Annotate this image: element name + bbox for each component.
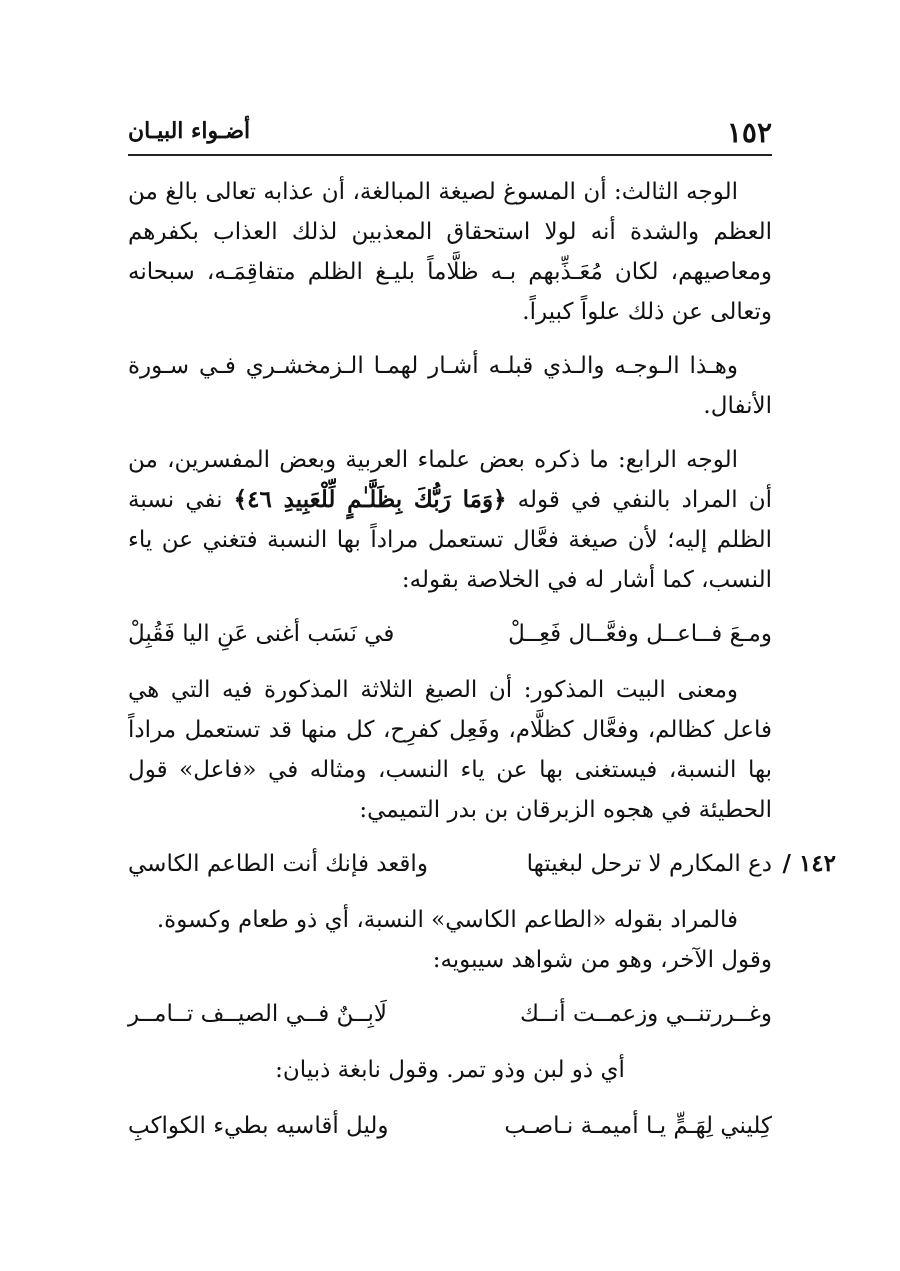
poem-verse-khulasa	[128, 614, 772, 654]
paragraph-explanation: فالمراد بقوله «الطاعم الكاسي» النسبة، أي ذو طعام وكسوة.	[156, 907, 738, 933]
verse-second-hemistich: لَابِــنٌ فــي الصيــف تــامــر	[128, 1001, 388, 1027]
verse-second-hemistich: واقعد فإنك أنت الطاعم الكاسي	[128, 851, 428, 877]
quran-verse: ﴿وَمَا رَبُّكَ بِظَلَّـٰمٍ لِّلْعَبِيدِ ٤٦﴾	[233, 486, 507, 513]
verse-first-hemistich: وغــررتنــي وزعمــت أنــك	[520, 1001, 772, 1027]
verse-second-hemistich: وليل أقاسيه بطيء الكواكبِ	[128, 1113, 389, 1139]
page-number: ١٥٢	[726, 116, 772, 149]
poem-verse-nabigha	[128, 1106, 772, 1146]
paragraph-verse-meaning: ومعنى البيت المذكور: أن الصيغ الثلاثة المذكورة فيه التي هي فاعل كظالم، وفعَّال كظلَّام، وفَعِل كفرِح، كل منها قد تستعمل مراداً بها النسبة، فيستغنى بها عن ياء النسب، ومثاله في «فاعل» قول الحطيئة في هجوه الزبرقان بن بدر التميمي:	[128, 677, 772, 823]
margin-marker: ١٤٢ /	[782, 850, 836, 877]
page-body	[128, 172, 836, 1162]
verse-second-hemistich: في نَسَب أغنى عَنِ اليا فَقُبِلْ	[128, 621, 395, 647]
paragraph-fourth-aspect	[128, 440, 772, 600]
running-title: أضـواء البيـان	[128, 118, 251, 144]
verse-first-hemistich: كِليني لِهَـمٍّ يـا أميمـة نـاصـب	[504, 1113, 772, 1139]
verse-first-hemistich: دع المكارم لا ترحل لبغيتها	[526, 851, 772, 877]
verse-first-hemistich: ومـعَ فــاعــل وفعَّــال فَعِــلْ	[508, 621, 772, 647]
paragraph-fourth-aspect-intro: الوجه الرابع: ما ذكره بعض علماء العربية وبعض المفسرين، من أن المراد بالنفي في قوله	[128, 447, 773, 513]
paragraph-fourth-aspect-rest: نفي نسبة الظلم إليه؛ لأن صيغة فعَّال تستعمل مراداً بها النسبة فتغني عن ياء النسب، كما أشار له في الخلاصة بقوله:	[128, 487, 772, 593]
poem-verse-hutay-a	[128, 844, 836, 884]
paragraph-nabigha: أي ذو لبن وذو تمر. وقول نابغة ذبيان:	[275, 1057, 625, 1083]
page-header	[128, 110, 772, 156]
paragraph-zamakhshari: وهـذا الـوجـه والـذي قبلـه أشـار لهمـا الـزمخشـري فـي سـورة الأنفال.	[128, 353, 772, 419]
poem-verse-sibawayh	[128, 994, 772, 1034]
paragraph-sibawayh: وقول الآخر، وهو من شواهد سيبويه:	[432, 947, 772, 973]
paragraph-third-aspect: الوجه الثالث: أن المسوغ لصيغة المبالغة، أن عذابه تعالى بالغ من العظم والشدة أنه لولا استحقاق المعذبين لذلك العذاب بكفرهم ومعاصيهم، لكان مُعَـذِّبهم بـه ظلَّاماً بليـغ الظلم متفاقِمَـه، سبحانه وتعالى عن ذلك علواً كبيراً.	[128, 179, 772, 325]
